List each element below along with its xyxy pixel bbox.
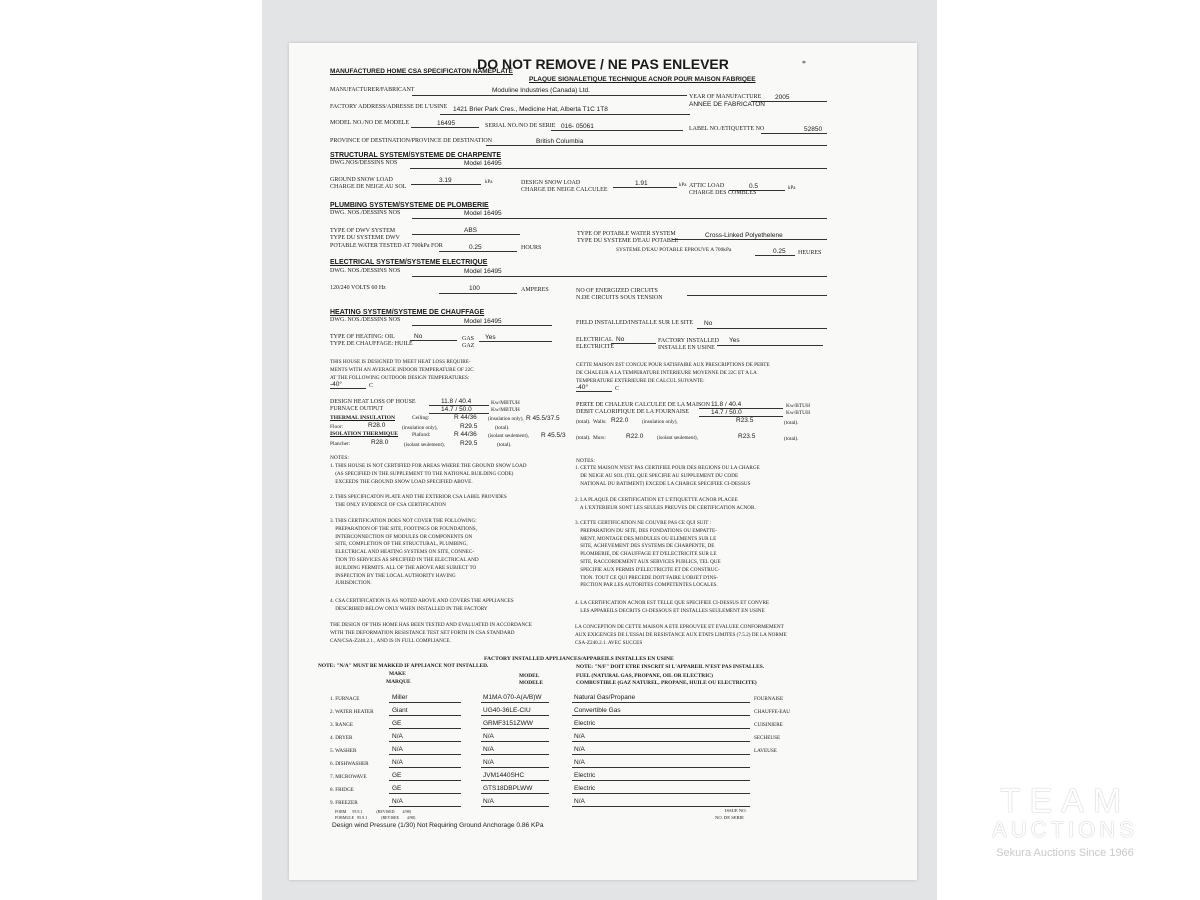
murs-value: R22.0 [626, 433, 644, 440]
plumbing-dwg-value: Model 16495 [464, 210, 502, 217]
attic-load-label-fr: CHARGE DES COMBLES [689, 190, 757, 196]
attic-load-unit: kPa [788, 186, 796, 191]
watermark-line2: AUCTIONS [992, 817, 1138, 842]
amps-label: AMPERES [521, 287, 549, 293]
appliance-label-fr: SECHEUSE [754, 735, 781, 741]
walls-label: Walls: [593, 419, 607, 425]
factory-address-label: FACTORY ADDRESS/ADRESSE DE L'USINE [330, 104, 448, 110]
note-en-3: 3. THIS CERTIFICATION DOES NOT COVER THE FOLLOWING: PREPARATION OF THE SITE, FOOTINGS OR FOUNDATIONS, INTERCONNECTION OF MODULES OR COMPONENTS ON SITE, COMPLETION OF THE STRUCTURAL, PLUMBING, ELECTRICAL AND HEATING SYSTEMS ON SITE, CONNEC- TION TO SERVICES AS SPECIFIED IN THE ELECTRICAL AND BUILDING PERMITS. ALL OF THE ABOVE ARE SUBJECT TO INSPECTION BY THE LOCAL AUTHORITY HAVING JURISDICTION. [330, 518, 479, 587]
appliances-note-fr: NOTE: "N/F" DOIT ETRE INSCRIT SI L'APPAREIL N'EST PAS INSTALLES. [576, 664, 765, 670]
ceiling-ins-only: (insulation only), [488, 416, 524, 422]
design-snow-label-fr: CHARGE DE NEIGE CALCULEE [521, 187, 608, 193]
province-value: British Columbia [536, 138, 584, 145]
amps-value: 100 [469, 285, 480, 292]
potable-label: TYPE OF POTABLE WATER SYSTEM [577, 231, 676, 237]
murs-isolant: (isolant seulement), [657, 435, 698, 441]
furnace-output-value: 14.7 / 50.0 [441, 406, 472, 413]
dwv-label-fr: TYPE DU SYSTEME DWV [330, 235, 400, 241]
province-label: PROVINCE OF DESTINATION/PROVINCE DE DESTINATION [330, 138, 492, 144]
appliance-model: GRMF3151ZWW [483, 720, 533, 727]
heat-loss-value-fr: 11.8 / 40.4 [711, 401, 742, 408]
fuel-header-fr: COMBUSTIBLE (GAZ NATUREL, PROPANE, HUILE OU ELECTRICITE) [576, 680, 757, 686]
plumbing-dwg-label: DWG. NOS./DESSINS NOS [330, 210, 401, 216]
structural-dwg-value: Model 16495 [464, 160, 502, 167]
label-no-label: LABEL NO./ETIQUETTE NO [689, 126, 765, 132]
tested-heures: HEURES [798, 250, 822, 256]
watermark-line1: TEAM [999, 782, 1131, 820]
corner-mark: * [802, 59, 806, 68]
insulation-heading: THERMAL INSULATION [330, 415, 396, 421]
plafond-label: Plafond: [412, 432, 431, 438]
design-temp-unit-fr: C [615, 386, 620, 392]
appliance-label: 3. RANGE [330, 722, 354, 728]
plancher-value: R28.0 [371, 439, 389, 446]
structural-heading: STRUCTURAL SYSTEM/SYSTEME DE CHARPENTE [330, 152, 501, 159]
heating-gas-label: GAS [462, 336, 475, 342]
model-header: MODEL [519, 673, 540, 679]
note-fr-1: 1. CETTE MAISON N'EST PAS CERTIFIEE POUR DES REGIONS OU LA CHARGE DE NEIGE AU SOL (TEL QUE SPECIFIE AU SUPPLEMENT DU CODE NATIONAL DU BATIMENT) EXCEDE LA CHARGE SPECIFIEE CI-DESSUS [575, 465, 760, 487]
heating-elec-label: ELECTRICAL [576, 337, 613, 343]
murs-total: R23.5 [738, 433, 756, 440]
appliance-label: 8. FRIDGE [330, 787, 354, 793]
appliance-model: UG40-36LE-CIU [483, 707, 531, 714]
note-fr-3: 3. CETTE CERTIFICATION NE COUVRE PAS CE QUI SUIT : PREPARATION DU SITE, DES FONDATIONS OU EMPATTE- MENT, MONTAGE DES MODULES OU ELEMENTS SUR LE SITE, ACHEVEMENT DES SYSTEMS DE CHARPENTE, DE PLOMBERIE, DE CHAUFFAGE ET D'ELECTRICITE SUR LE SITE, RACCORDEMENT AUX SERVICES PUBLICS, TEL QUE SPECIFIE AUX PERMIS D'ELECTRICITE ET DE CONSTRUC- TION. TOUT CE QUI PRECEDE DOIT FAIRE L'OBJET D'INS- PECTION PAR LES AUTORITES COMPETENTES LOCALES. [575, 520, 721, 589]
design-text-en: THIS HOUSE IS DESIGNED TO MEET HEAT LOSS REQUIRE- MENTS WITH AN AVERAGE INDOOR TEMPERATURE OF 22C AT THE FOLLOWING OUTDOOR DESIGN TEMPERATURES: [330, 359, 474, 381]
murs-label: Murs: [593, 435, 606, 441]
plumbing-heading: PLUMBING SYSTEM/SYSTEME DE PLOMBERIE [330, 202, 489, 209]
plancher-total-label: (total). [497, 442, 512, 448]
insulation-heading-fr: ISOLATION THERMIQUE [330, 431, 399, 437]
appliance-label: 5. WASHER [330, 748, 357, 754]
heat-loss-label: DESIGN HEAT LOSS OF HOUSE [330, 399, 416, 405]
appliance-label: 1. FURNACE [330, 696, 360, 702]
design-temp-value-fr: -40° [576, 384, 588, 391]
design-temp-unit: C [369, 383, 374, 389]
electrical-heading: ELECTRICAL SYSTEM/SYSTEME ELECTRIQUE [330, 259, 488, 266]
notes-heading-fr: NOTES: [576, 458, 595, 464]
design-text-fr: CETTE MAISON EST CONCUE POUR SATISFAIRE AUX PRESCRIPTIONS DE PERTE DE CHALEUR A LA TEMPERATURE INTERIEURE MOYENNE DE 22C ET A LA TEMPERATURE EXTERIEURE DE CALCUL SUIVANTE: [576, 362, 770, 384]
manufacturer-label: MANUFACTURER/FABRICANT [330, 87, 415, 93]
design-snow-label: DESIGN SNOW LOAD [521, 180, 581, 186]
dwv-label: TYPE OF DWV SYSTEM [330, 228, 396, 234]
structural-dwg-label: DWG.NOS/DESSINS NOS [330, 160, 398, 166]
circuits-label: NO OF ENERGIZED CIRCUITS [576, 288, 658, 294]
ground-snow-unit: kPa [485, 180, 493, 185]
wind-pressure-note: Design wind Pressure (1/30) Not Requiring Ground Anchorage 0.86 KPa [332, 822, 544, 829]
floor-total-label: (total). [495, 425, 510, 431]
appliance-make: N/A [392, 798, 403, 805]
design-temp-value: -40° [330, 381, 342, 388]
manufacturer-value: Moduline Industries (Canada) Ltd. [492, 87, 590, 94]
murs-total-label: (total). [576, 435, 591, 441]
make-header-fr: MARQUE [386, 679, 411, 685]
heating-type-label-fr: TYPE DE CHAUFFAGE: HUILE [330, 341, 413, 347]
appliance-label: 6. DISHWASHER [330, 761, 369, 767]
plancher-total: R29.5 [460, 440, 478, 447]
plafond-value: R 44/36 [454, 431, 477, 438]
floor-label: Floor: [330, 424, 344, 430]
appliance-model: N/A [483, 759, 494, 766]
year-label-fr: ANNEE DE FABRICATON [689, 101, 765, 108]
note-fr-2: 2. LA PLAQUE DE CERTIFICATION ET L'ETIQUETTE ACNOR PLACEE A L'EXTERIEUR SONT LES SEULES PREUVES DE CERTIFICATION ACNOR. [575, 497, 756, 511]
form-number: FORM 95.9.1 (REVISED 4/98) [335, 809, 412, 814]
note-en-5: THE DESIGN OF THIS HOME HAS BEEN TESTED AND EVALUATED IN ACCORDANCE WITH THE DEFORMATION RESISTANCE TEST SET FORTH IN CSA STANDARD CAN/CSA-Z240.2.1., AND IS IN FULL COMPLIANCE. [330, 622, 532, 644]
appliance-fuel: N/A [574, 746, 585, 753]
form-number-fr: FORMULE 95.9.1 (REVISEE 4/98) [335, 815, 416, 820]
note-en-4: 4. CSA CERTIFICATION IS AS NOTED ABOVE AND COVERS THE APPLIANCES DESCRIBED BELOW ONLY WHEN INSTALLED IN THE FACTORY [330, 598, 514, 612]
floor-value: R28.0 [368, 422, 386, 429]
tested-value-fr: 0.25 [773, 248, 786, 255]
plafond-isolant: (isolant seulement), [488, 433, 529, 439]
serial-no-value: 016- 05061 [561, 123, 594, 130]
document-title: DO NOT REMOVE / NE PAS ENLEVER [477, 56, 729, 72]
potable-value: Cross-Linked Polyethelene [705, 232, 783, 239]
attic-load-value: 0.5 [749, 183, 759, 190]
heating-heading: HEATING SYSTEM/SYSTEME DE CHAUFFAGE [330, 309, 485, 316]
furnace-output-unit: Kw/MBTUH [491, 407, 520, 413]
appliance-model: N/A [483, 733, 494, 740]
factory-address-value: 1421 Brier Park Cres., Medicine Hat, Alberta T1C 1T8 [453, 106, 608, 113]
heating-type-label: TYPE OF HEATING: OIL [330, 334, 395, 340]
appliance-fuel: Electric [574, 720, 596, 727]
appliances-note-en: NOTE: "N/A" MUST BE MARKED IF APPLIANCE NOT INSTALLED. [318, 663, 489, 669]
appliance-label: 2. WATER HEATER [330, 709, 374, 715]
walls-total: R23.5 [736, 417, 754, 424]
field-installed-label: FIELD INSTALLED/INSTALLE SUR LE SITE [576, 320, 694, 326]
ground-snow-label: GROUND SNOW LOAD [330, 177, 393, 183]
appliance-model: JVM1440SHC [483, 772, 525, 779]
appliance-label-fr: LAVEUSE [754, 748, 777, 754]
year-value: 2005 [775, 94, 790, 101]
make-header: MAKE [389, 671, 406, 677]
issue-no-label: ISSUE NO. [725, 808, 747, 813]
ceiling-label: Ceiling: [412, 415, 430, 421]
ground-snow-label-fr: CHARGE DE NEIGE AU SOL [330, 184, 407, 190]
appliance-fuel: Electric [574, 785, 596, 792]
appliance-make: Miller [392, 694, 408, 701]
appliance-label: 4. DRYER [330, 735, 353, 741]
plafond-total: R 45.5/3 [541, 432, 566, 439]
appliance-model: GTS18DBPLWW [483, 785, 533, 792]
appliance-fuel: Electric [574, 772, 596, 779]
heating-elec-value: No [616, 336, 625, 343]
appliance-label: 7. MICROWAVE [330, 774, 367, 780]
furnace-output-label: FURNACE OUTPUT [330, 406, 384, 412]
heating-factory-label: FACTORY INSTALLED [658, 338, 719, 344]
plancher-isolant: (isolant seulement), [404, 442, 445, 448]
heating-factory-label-fr: INSTALLE EN USINE [658, 345, 715, 351]
heat-loss-unit: Kw/MBTUH [491, 400, 520, 406]
team-auctions-watermark [990, 783, 1140, 859]
heat-loss-unit-fr: Kw/BTUH [786, 403, 810, 409]
walls-total-end: (total). [784, 420, 799, 426]
issue-no-label-fr: NO. DE SERIE [715, 815, 744, 820]
heating-gas-label-fr: GAZ [462, 343, 475, 349]
year-label: YEAR OF MANUFACTURE [689, 94, 762, 100]
design-snow-value: 1.91 [635, 180, 648, 187]
walls-value: R22.0 [611, 417, 629, 424]
heat-loss-label-fr: PERTE DE CHALEUR CALCULEE DE LA MAISON [576, 402, 710, 408]
note-fr-4: 4. LA CERTIFICATION ACNOR EST TELLE QUE SPECIFIEE CI-DESSUS ET CONVRE LES APPAREILS DECRITS CI-DESSOUS ET INSTALLES SEULEMENT EN USINE [575, 600, 770, 614]
note-fr-5: LA CONCEPTION DE CETTE MAISON A ETE EPROUVEE ET EVALUEE CONFORMEMENT AUX EXIGENCES DE L'ESSAI DE RESISTANCE AUX ETATS LIMITES (7.5.2) DE LA NORME CSA-Z240.2.1. AVEC SUCCES [575, 624, 787, 646]
appliance-make: GE [392, 720, 402, 727]
label-no-value: 52850 [804, 126, 823, 133]
appliance-make: Giant [392, 707, 408, 714]
subtitle-en: MANUFACTURED HOME CSA SPECIFICATON NAMEPLATE [330, 68, 513, 75]
furnace-output-unit-fr: Kw/BTUH [786, 410, 810, 416]
furnace-output-value-fr: 14.7 / 50.0 [711, 409, 742, 416]
tested-value: 0.25 [469, 244, 482, 251]
tested-hours: HOURS [521, 245, 542, 251]
appliance-fuel: N/A [574, 759, 585, 766]
murs-total-end: (total). [784, 436, 799, 442]
subtitle-fr: PLAQUE SIGNALETIQUE TECHNIQUE ACNOR POUR MAISON FABRIQEE [529, 76, 756, 83]
potable-label-fr: TYPE DU SYSTEME D'EAU POTABLE [577, 238, 679, 244]
heating-elec-label-fr: ELECTRICITE [576, 344, 614, 350]
appliance-fuel: N/A [574, 733, 585, 740]
tested-label-fr: SYSTEME D'EAU POTABLE EPROUVE A 700kPa [616, 247, 732, 253]
notes-heading-en: NOTES: [330, 455, 349, 461]
furnace-output-label-fr: DEBIT CALORIFIQUE DE LA FOURNAISE [576, 409, 689, 415]
heating-dwg-label: DWG. NOS./DESSINS NOS [330, 317, 401, 323]
heating-gas-value: Yes [485, 334, 496, 341]
appliance-fuel: N/A [574, 798, 585, 805]
walls-total-label: (total). [576, 419, 591, 425]
appliance-model: N/A [483, 746, 494, 753]
circuits-label-fr: N.DE CIRCUITS SOUS TENSION [576, 295, 663, 301]
floor-ins-only: (insulation only), [402, 425, 438, 431]
nameplate-document [289, 43, 917, 880]
electrical-dwg-value: Model 16495 [464, 268, 502, 275]
serial-no-label: SERIAL NO./NO DE SERIE [485, 123, 556, 129]
appliance-model: M1MA 070-A(A/B)W [483, 694, 542, 701]
field-installed-value: No [704, 320, 713, 327]
heat-loss-value: 11.8 / 40.4 [441, 398, 472, 405]
appliance-make: GE [392, 772, 402, 779]
model-no-value: 16495 [437, 120, 456, 127]
heating-oil-value: No [414, 333, 423, 340]
appliance-make: N/A [392, 759, 403, 766]
attic-load-label: ATTIC LOAD [689, 183, 725, 189]
ground-snow-value: 3.19 [439, 177, 452, 184]
fuel-header: FUEL (NATURAL GAS, PROPANE, OIL OR ELECTRIC) [576, 673, 713, 679]
walls-ins-only: (insulation only), [642, 419, 678, 425]
floor-total: R29.5 [460, 423, 478, 430]
tested-label: POTABLE WATER TESTED AT 700kPa FOR [330, 243, 443, 249]
ceiling-total: R 45.5/37.5 [526, 415, 560, 422]
note-en-2: 2. THIS SPECIFICATON PLATE AND THE EXTERIOR CSA LABEL PROVIDES THE ONLY EVIDENCE OF CSA CERTIFICATION [330, 494, 507, 508]
appliance-make: N/A [392, 746, 403, 753]
note-en-1: 1. THIS HOUSE IS NOT CERTIFIED FOR AREAS WHERE THE GROUND SNOW LOAD (AS SPECIFIED IN THE SUPPLEMENT TO THE NATIONAL BUILDING CODE) EXCEEDS THE GROUND SNOW LOAD SPECIFIED ABOVE. [330, 463, 527, 485]
heating-factory-value: Yes [729, 337, 740, 344]
appliance-label-fr: CHAUFFE-EAU [754, 709, 791, 715]
design-snow-unit: kPa [679, 183, 687, 188]
volts-label: 120/240 VOLTS 60 Hz [330, 285, 386, 291]
appliance-label-fr: FOURNAISE [754, 696, 784, 702]
model-header-fr: MODELE [519, 680, 543, 686]
appliance-label: 9. FREEZER [330, 800, 358, 806]
appliance-label-fr: CUISINIERE [754, 722, 783, 728]
appliance-make: N/A [392, 733, 403, 740]
electrical-dwg-label: DWG. NOS./DESSINS NOS [330, 268, 401, 274]
ceiling-value: R 44/36 [454, 414, 477, 421]
dwv-value: ABS [464, 227, 478, 234]
appliance-fuel: Natural Gas/Propane [574, 694, 636, 701]
appliance-model: N/A [483, 798, 494, 805]
appliance-fuel: Convertible Gas [574, 707, 621, 714]
model-no-label: MODEL NO./NO DE MODELE [330, 120, 410, 126]
appliances-heading: FACTORY INSTALLED APPLIANCES/APPAREILS INSTALLES EN USINE [484, 656, 674, 662]
heating-dwg-value: Model 16495 [464, 318, 502, 325]
plancher-label: Plancher: [330, 441, 351, 447]
appliance-make: GE [392, 785, 402, 792]
watermark-tagline: Sekura Auctions Since 1966 [996, 847, 1134, 859]
